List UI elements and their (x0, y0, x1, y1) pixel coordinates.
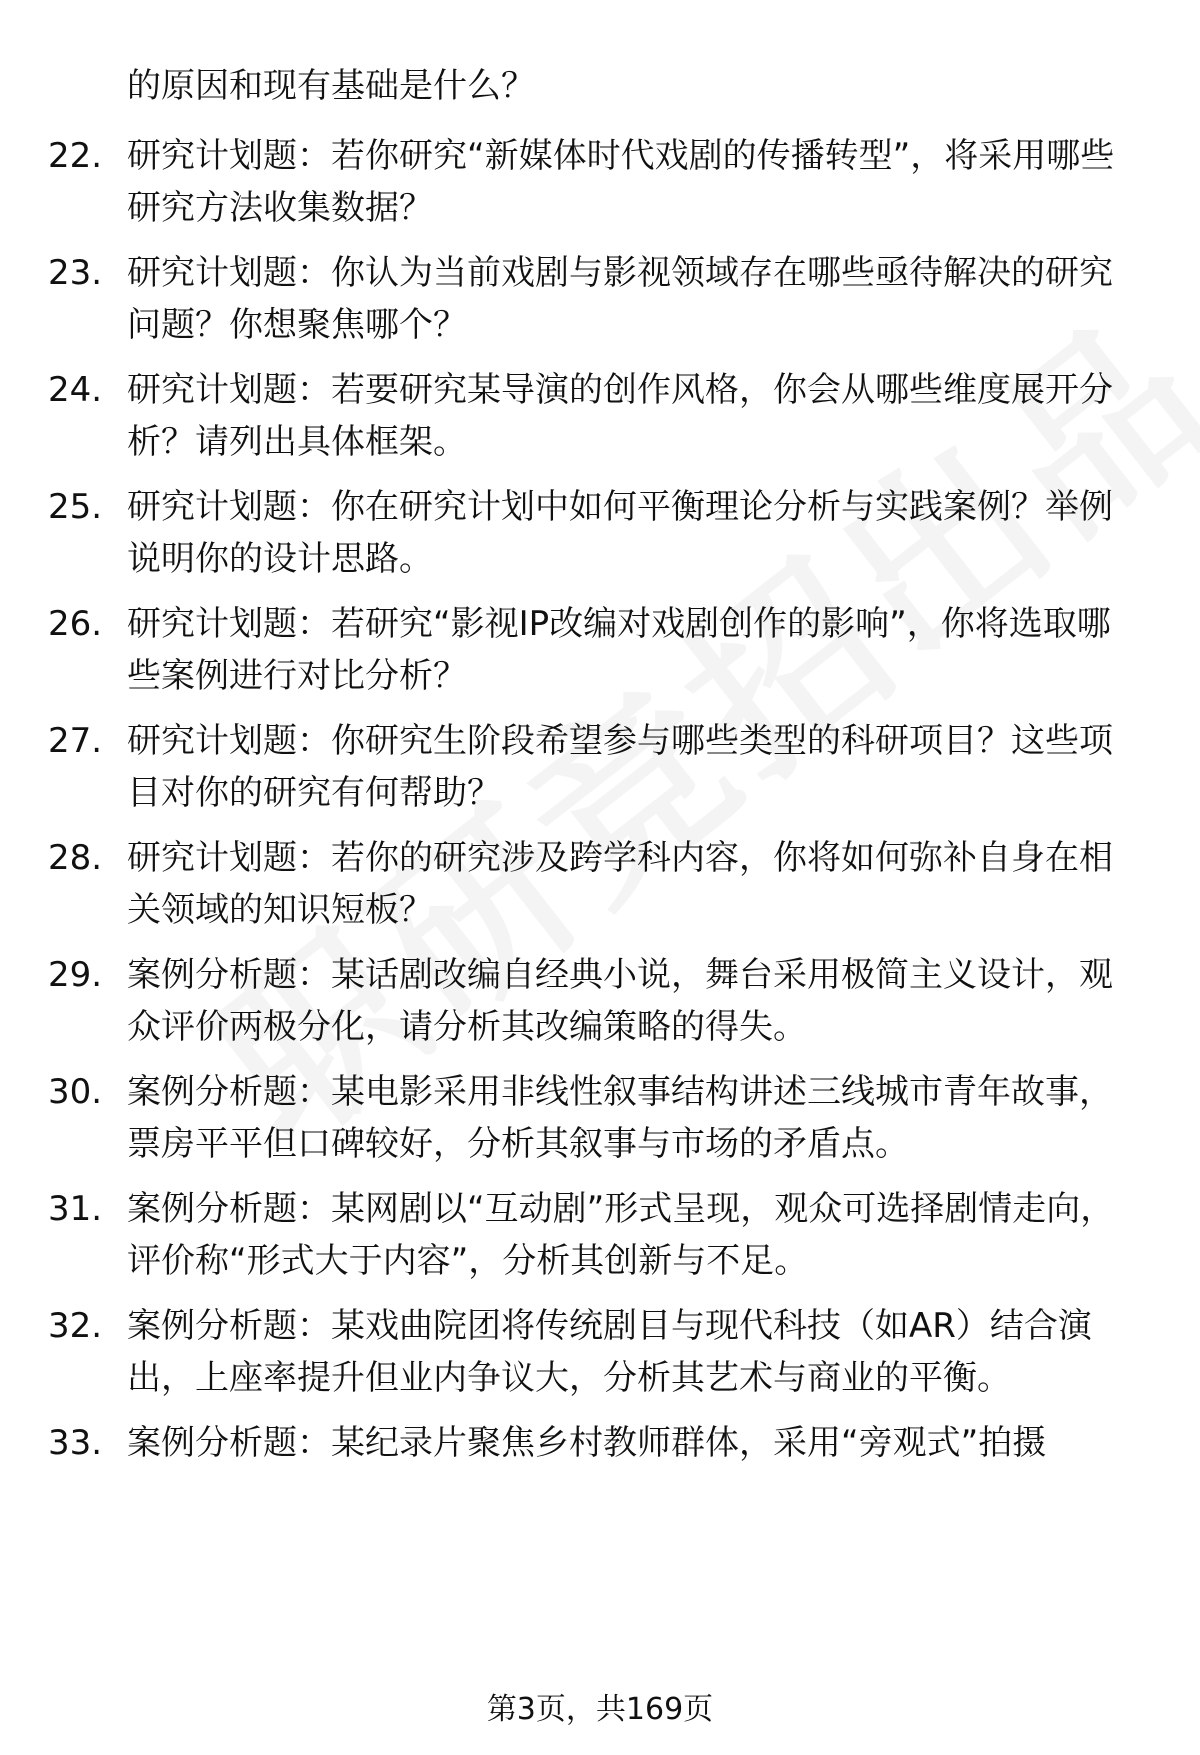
list-item (0, 1066, 1200, 1176)
item-number: 33. (48, 1423, 103, 1463)
list-item (0, 598, 1200, 708)
item-text: 研究计划题：你研究生阶段希望参与哪些类型的科研项目？这些项目对你的研究有何帮助？ (127, 721, 1113, 813)
item-text: 案例分析题：某话剧改编自经典小说，舞台采用极简主义设计，观众评价两极分化，请分析其改编策略的得失。 (127, 955, 1113, 1047)
item-number: 25. (48, 487, 103, 527)
list-item (0, 364, 1200, 474)
item-number: 24. (48, 370, 103, 410)
item-number: 29. (48, 955, 103, 995)
list-item (0, 1300, 1200, 1410)
item-number: 28. (48, 838, 103, 878)
item-text: 案例分析题：某纪录片聚焦乡村教师群体，采用“旁观式”拍摄 (127, 1423, 1047, 1463)
item-text: 研究计划题：若要研究某导演的创作风格，你会从哪些维度展开分析？请列出具体框架。 (127, 370, 1113, 462)
list-item (0, 481, 1200, 591)
item-text: 研究计划题：若研究“影视IP改编对戏剧创作的影响”，你将选取哪些案例进行对比分析？ (127, 604, 1111, 696)
item-text: 研究计划题：你认为当前戏剧与影视领域存在哪些亟待解决的研究问题？你想聚焦哪个？ (127, 253, 1113, 345)
item-number: 31. (48, 1189, 103, 1229)
list-item (0, 715, 1200, 825)
list-item (0, 130, 1200, 240)
list-item (0, 832, 1200, 942)
list-item (0, 1183, 1200, 1293)
item-number: 27. (48, 721, 103, 761)
list-item (0, 247, 1200, 357)
item-text: 研究计划题：若你的研究涉及跨学科内容，你将如何弥补自身在相关领域的知识短板？ (127, 838, 1113, 930)
page-number: 第3页，共169页 (486, 1692, 714, 1727)
list-item (0, 1417, 1200, 1527)
item-text: 研究计划题：你在研究计划中如何平衡理论分析与实践案例？举例说明你的设计思路。 (127, 487, 1113, 579)
item-number: 30. (48, 1072, 103, 1112)
item-number: 26. (48, 604, 103, 644)
item-number: 22. (48, 136, 103, 176)
item-number: 32. (48, 1306, 103, 1346)
continuation-text: 的原因和现有基础是什么？ (127, 66, 535, 106)
item-text: 案例分析题：某电影采用非线性叙事结构讲述三线城市青年故事，票房平平但口碑较好，分析其叙事与市场的矛盾点。 (127, 1072, 1113, 1164)
item-text: 研究计划题：若你研究“新媒体时代戏剧的传播转型”，将采用哪些研究方法收集数据？ (127, 136, 1115, 228)
item-text: 案例分析题：某网剧以“互动剧”形式呈现，观众可选择剧情走向，评价称“形式大于内容”，分析其创新与不足。 (127, 1189, 1115, 1281)
item-text: 案例分析题：某戏曲院团将传统剧目与现代科技（如AR）结合演出，上座率提升但业内争议大，分析其艺术与商业的平衡。 (127, 1306, 1092, 1398)
list-item (0, 949, 1200, 1059)
item-number: 23. (48, 253, 103, 293)
